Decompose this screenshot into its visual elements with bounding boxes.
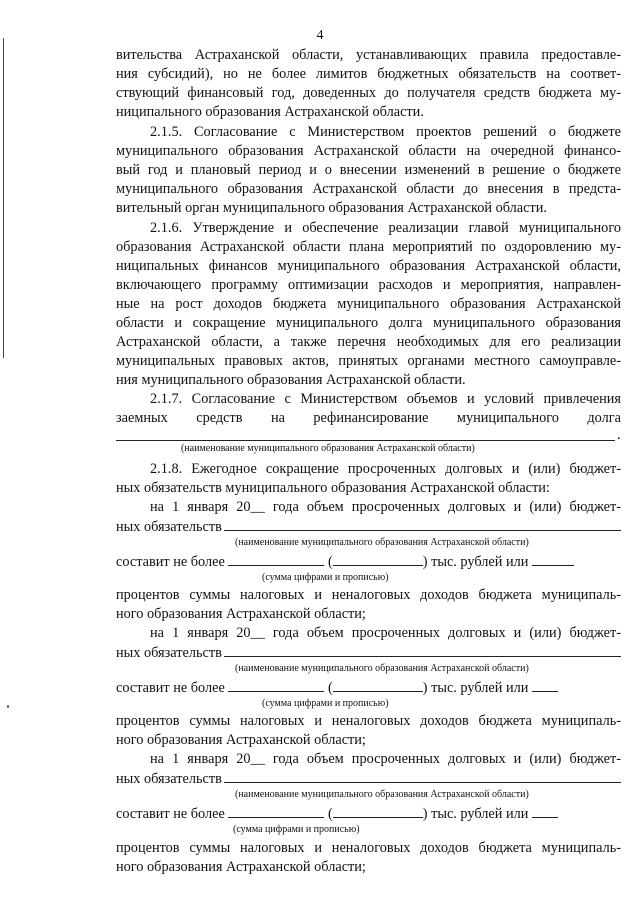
- blank-line: [116, 440, 615, 441]
- text-line: муниципального образования Астраханской области на очередной финансо-: [116, 143, 621, 159]
- paren: (: [327, 554, 333, 570]
- scan-dot-mark: [7, 705, 9, 708]
- text-line: ные на рост доходов бюджета муниципального образования Астраханской: [116, 296, 621, 312]
- amount-line: [116, 553, 621, 571]
- text-line: образования Астраханской области плана мероприятий по оздоровлению му-: [116, 239, 621, 255]
- amount-prefix: составит не более: [116, 806, 225, 822]
- blank-field: [228, 553, 324, 566]
- text-line: ния субсидий), но не более лимитов бюджетных обязательств на соответ-: [116, 66, 621, 82]
- clause-2-1-7: 2.1.7. Согласование с Министерством объемов и условий привлечения: [150, 391, 621, 407]
- blank-field: [224, 518, 621, 531]
- clause-2-1-8: 2.1.8. Ежегодное сокращение просроченных долговых и (или) бюджет-: [150, 461, 621, 477]
- year-line: на 1 января 20__ года объем просроченных долговых и (или) бюджет-: [150, 751, 621, 767]
- text-line: муниципального образования Астраханской области до внесения в предста-: [116, 181, 621, 197]
- blank-field: [224, 770, 621, 783]
- clause-2-1-6: 2.1.6. Утверждение и обеспечение реализации главой муниципального: [150, 220, 621, 236]
- text-line: ниципального образования Астраханской области.: [116, 104, 424, 120]
- text-line: ствующий финансовый год, доведенных до получателя средств бюджета му-: [116, 85, 621, 101]
- loan-word: рефинансирование: [313, 410, 429, 426]
- year-line: на 1 января 20__ года объем просроченных долговых и (или) бюджет-: [150, 625, 621, 641]
- amount-line: [116, 805, 621, 823]
- scan-edge-mark: [3, 38, 4, 358]
- loan-word: долга: [587, 410, 621, 426]
- text-line: ного образования Астраханской области;: [116, 859, 366, 875]
- obligations-line: [116, 644, 621, 662]
- text-line: процентов суммы налоговых и неналоговых доходов бюджета муниципаль-: [116, 713, 621, 729]
- amount-prefix: составит не более: [116, 554, 225, 570]
- blank-field: [333, 553, 423, 566]
- page-number: 4: [316, 28, 324, 43]
- text-line: Астраханской области, а также перечня необходимых для его реализации: [116, 334, 621, 350]
- obligations-line: [116, 770, 621, 788]
- amount-suffix: ) тыс. рублей или: [422, 680, 529, 696]
- end-period: .: [617, 427, 621, 443]
- text-line: вительный орган муниципального образования Астраханской области.: [116, 200, 547, 216]
- text-line: процентов суммы налоговых и неналоговых доходов бюджета муниципаль-: [116, 840, 621, 856]
- blank-field: [532, 679, 558, 692]
- text-line: включающего программу оптимизации расходов и мероприятия, направлен-: [116, 277, 621, 293]
- obligations-label: ных обязательств: [116, 771, 222, 787]
- amount-prefix: составит не более: [116, 680, 225, 696]
- blank-field: [228, 679, 324, 692]
- loan-word: на: [270, 410, 285, 426]
- caption-municipality: (наименование муниципального образования Астраханской области): [235, 663, 529, 674]
- amount-suffix: ) тыс. рублей или: [422, 806, 529, 822]
- loan-word: средств: [196, 410, 243, 426]
- clause-2-1-5: 2.1.5. Согласование с Министерством проектов решений о бюджете: [150, 124, 621, 140]
- loan-line: [116, 410, 621, 427]
- loan-word: муниципального: [456, 410, 559, 426]
- blank-field: [532, 553, 574, 566]
- blank-field: [333, 679, 423, 692]
- text-line: процентов суммы налоговых и неналоговых доходов бюджета муниципаль-: [116, 587, 621, 603]
- blank-field: [333, 805, 423, 818]
- text-line: ниципальных финансов муниципального образования Астраханской области,: [116, 258, 621, 274]
- text-line: области и сокращение муниципального долга муниципального образования: [116, 315, 621, 331]
- caption-sum: (сумма цифрами и прописью): [262, 698, 389, 709]
- text-line: ных обязательств муниципального образования Астраханской области:: [116, 480, 550, 496]
- text-line: вый год и плановый период и о внесении изменений в решение о бюджете: [116, 162, 621, 178]
- caption-municipality: (наименование муниципального образования Астраханской области): [181, 443, 475, 454]
- text-line: муниципальных правовых актов, принятых органами местного самоуправле-: [116, 353, 621, 369]
- text-line: ного образования Астраханской области;: [116, 606, 366, 622]
- caption-sum: (сумма цифрами и прописью): [262, 572, 389, 583]
- text-line: ния муниципального образования Астраханской области.: [116, 372, 466, 388]
- blank-field: [532, 805, 558, 818]
- caption-municipality: (наименование муниципального образования Астраханской области): [235, 537, 529, 548]
- text-line: вительства Астраханской области, устанавливающих правила предоставле-: [116, 47, 621, 63]
- text-line: ного образования Астраханской области;: [116, 732, 366, 748]
- caption-sum: (сумма цифрами и прописью): [233, 824, 360, 835]
- year-line: на 1 января 20__ года объем просроченных долговых и (или) бюджет-: [150, 499, 621, 515]
- obligations-label: ных обязательств: [116, 519, 222, 535]
- caption-municipality: (наименование муниципального образования Астраханской области): [235, 789, 529, 800]
- obligations-label: ных обязательств: [116, 645, 222, 661]
- loan-word: заемных: [116, 410, 168, 426]
- paren: (: [327, 806, 333, 822]
- amount-line: [116, 679, 621, 697]
- paren: (: [327, 680, 333, 696]
- obligations-line: [116, 518, 621, 536]
- blank-field: [228, 805, 324, 818]
- amount-suffix: ) тыс. рублей или: [422, 554, 529, 570]
- blank-field: [224, 644, 621, 657]
